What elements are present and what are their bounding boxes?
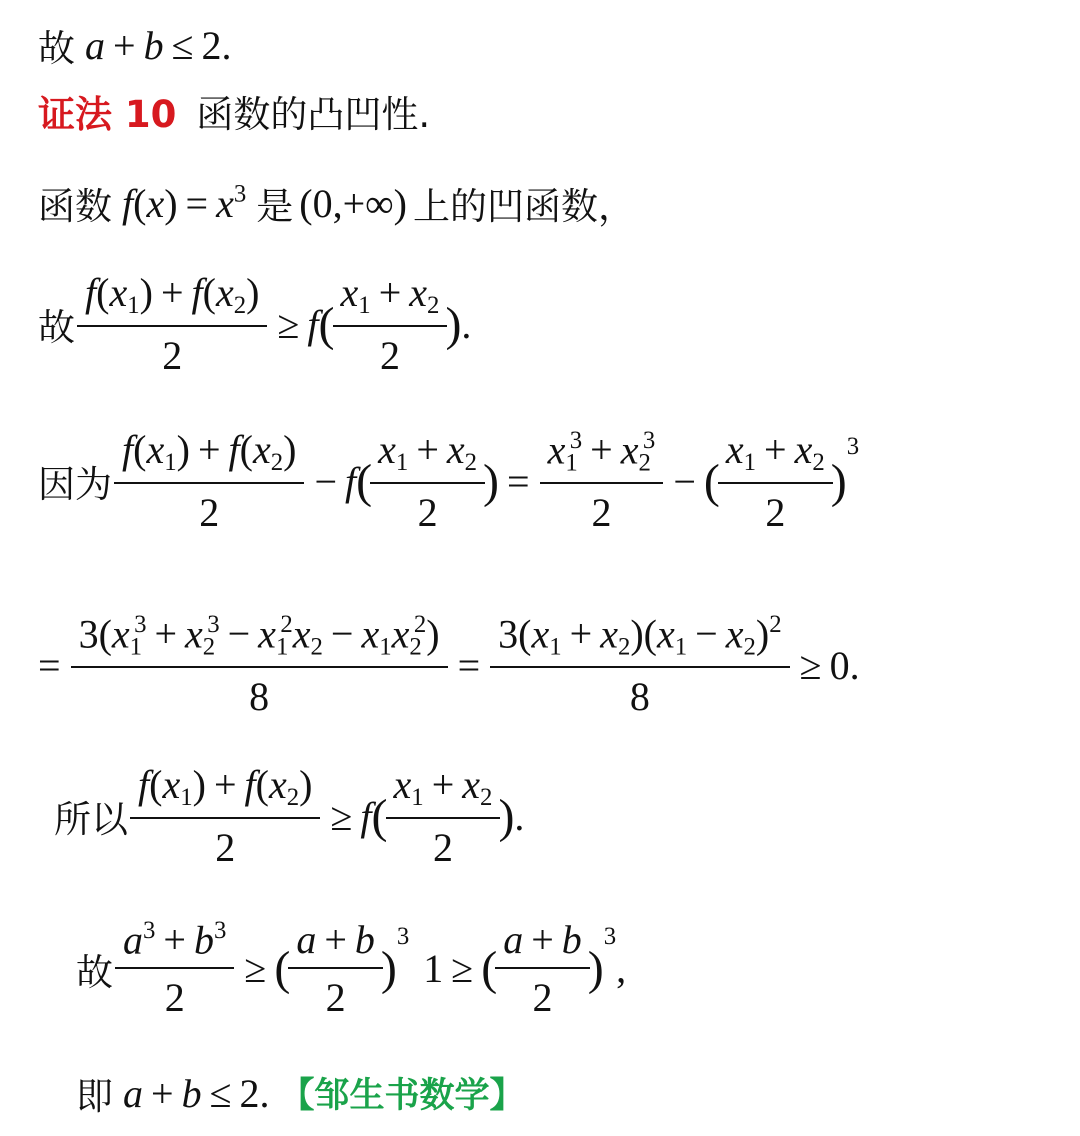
method-label: 证法 10 <box>38 93 177 136</box>
line-6: = $\frac{3(x_1^3 + x_2^3 - x_1^2x_2 - x_1x_2^2)}{8}$ = $\frac{3(x_1 + x_2)(x_1 - x_2)^2}{8}$ ≥ 0. <box>38 611 860 720</box>
line-7: 所以 $\frac{f(x_1) + f(x_2)}{2}$ ≥ f ( $\frac{x_1 + x_2}{2}$ ) . <box>54 762 525 870</box>
text-yinwei: 因为 <box>38 463 112 507</box>
fraction-mean-of-f: $\frac{f(x_1) + f(x_2)}{2}$ <box>81 272 263 377</box>
brand-label: 【邹生书数学】 <box>279 1076 525 1116</box>
text-suoyi: 所以 <box>54 798 128 842</box>
math-fx-eq-x3: $f(x) = x^3$ <box>122 180 247 226</box>
text-hanshu: 函数 <box>38 185 112 228</box>
text-gu: 故 <box>38 306 75 350</box>
math-a-plus-b-le-2: a + b ≤ 2. <box>85 22 232 68</box>
math-f-of-mean: f ( $\frac{x_1 + x_2}{2}$ ) . <box>307 270 472 378</box>
math-f-of-mean: f ( $\frac{x_1 + x_2}{2}$ ) <box>345 426 500 535</box>
line-3 <box>38 176 635 230</box>
line-1 <box>38 18 232 72</box>
math-f-of-mean: f ( $\frac{x_1 + x_2}{2}$ ) . <box>360 762 525 870</box>
fraction-a3-b3: $\frac{a^3 + b^3}{2}$ <box>119 918 230 1019</box>
text-concave-function: 上的凹函数， <box>413 185 635 228</box>
line-5: 因为 $\frac{f(x_1) + f(x_2)}{2}$ − f ( $\frac{x_1 + x_2}{2}$ ) = $\frac{x_1^3 + x_2^3}{2}$ − ( $\frac{x_1 + x_2}{2}$ ) $^3$ <box>38 426 860 536</box>
line-9 <box>76 1066 525 1120</box>
line-4 <box>38 272 471 377</box>
text-gu: 故 <box>76 950 113 994</box>
text-shi: 是 <box>256 185 294 228</box>
math-ab-mean-cubed: ( $\frac{a + b}{2}$ ) $^3$ <box>274 916 410 1020</box>
line-2 <box>38 84 430 138</box>
method-title: 函数的凸凹性. <box>196 93 431 136</box>
math-ab-mean-cubed-2: ( $\frac{a + b}{2}$ ) $^3$ <box>481 916 617 1020</box>
fraction-mean-of-f: $\frac{f(x_1) + f(x_2)}{2}$ <box>118 429 300 534</box>
fraction-factored: $\frac{3(x_1 + x_2)(x_1 - x_2)^2}{8}$ <box>494 612 786 718</box>
math-interval: (0,+∞) <box>299 180 407 226</box>
text-gu: 故 <box>38 27 75 70</box>
line-8: 故 $\frac{a^3 + b^3}{2}$ ≥ ( $\frac{a + b}{2}$ ) $^3$ 1 ≥ ( $\frac{a + b}{2}$ ) $^3$ , <box>76 916 627 1021</box>
text-ji: 即 <box>76 1075 113 1118</box>
math-mean-cubed: ( $\frac{x_1 + x_2}{2}$ ) $^3$ <box>703 426 860 535</box>
ge-sign: ≥ <box>277 301 300 347</box>
math-a-plus-b-le-2: a + b ≤ 2. <box>123 1070 280 1116</box>
fraction-mean-of-f: $\frac{f(x_1) + f(x_2)}{2}$ <box>134 764 316 869</box>
fraction-expanded: $\frac{3(x_1^3 + x_2^3 - x_1^2x_2 - x_1x_2^2)}{8}$ <box>75 612 444 718</box>
fraction-cubes-over-2: $\frac{x_1^3 + x_2^3}{2}$ <box>544 428 660 534</box>
